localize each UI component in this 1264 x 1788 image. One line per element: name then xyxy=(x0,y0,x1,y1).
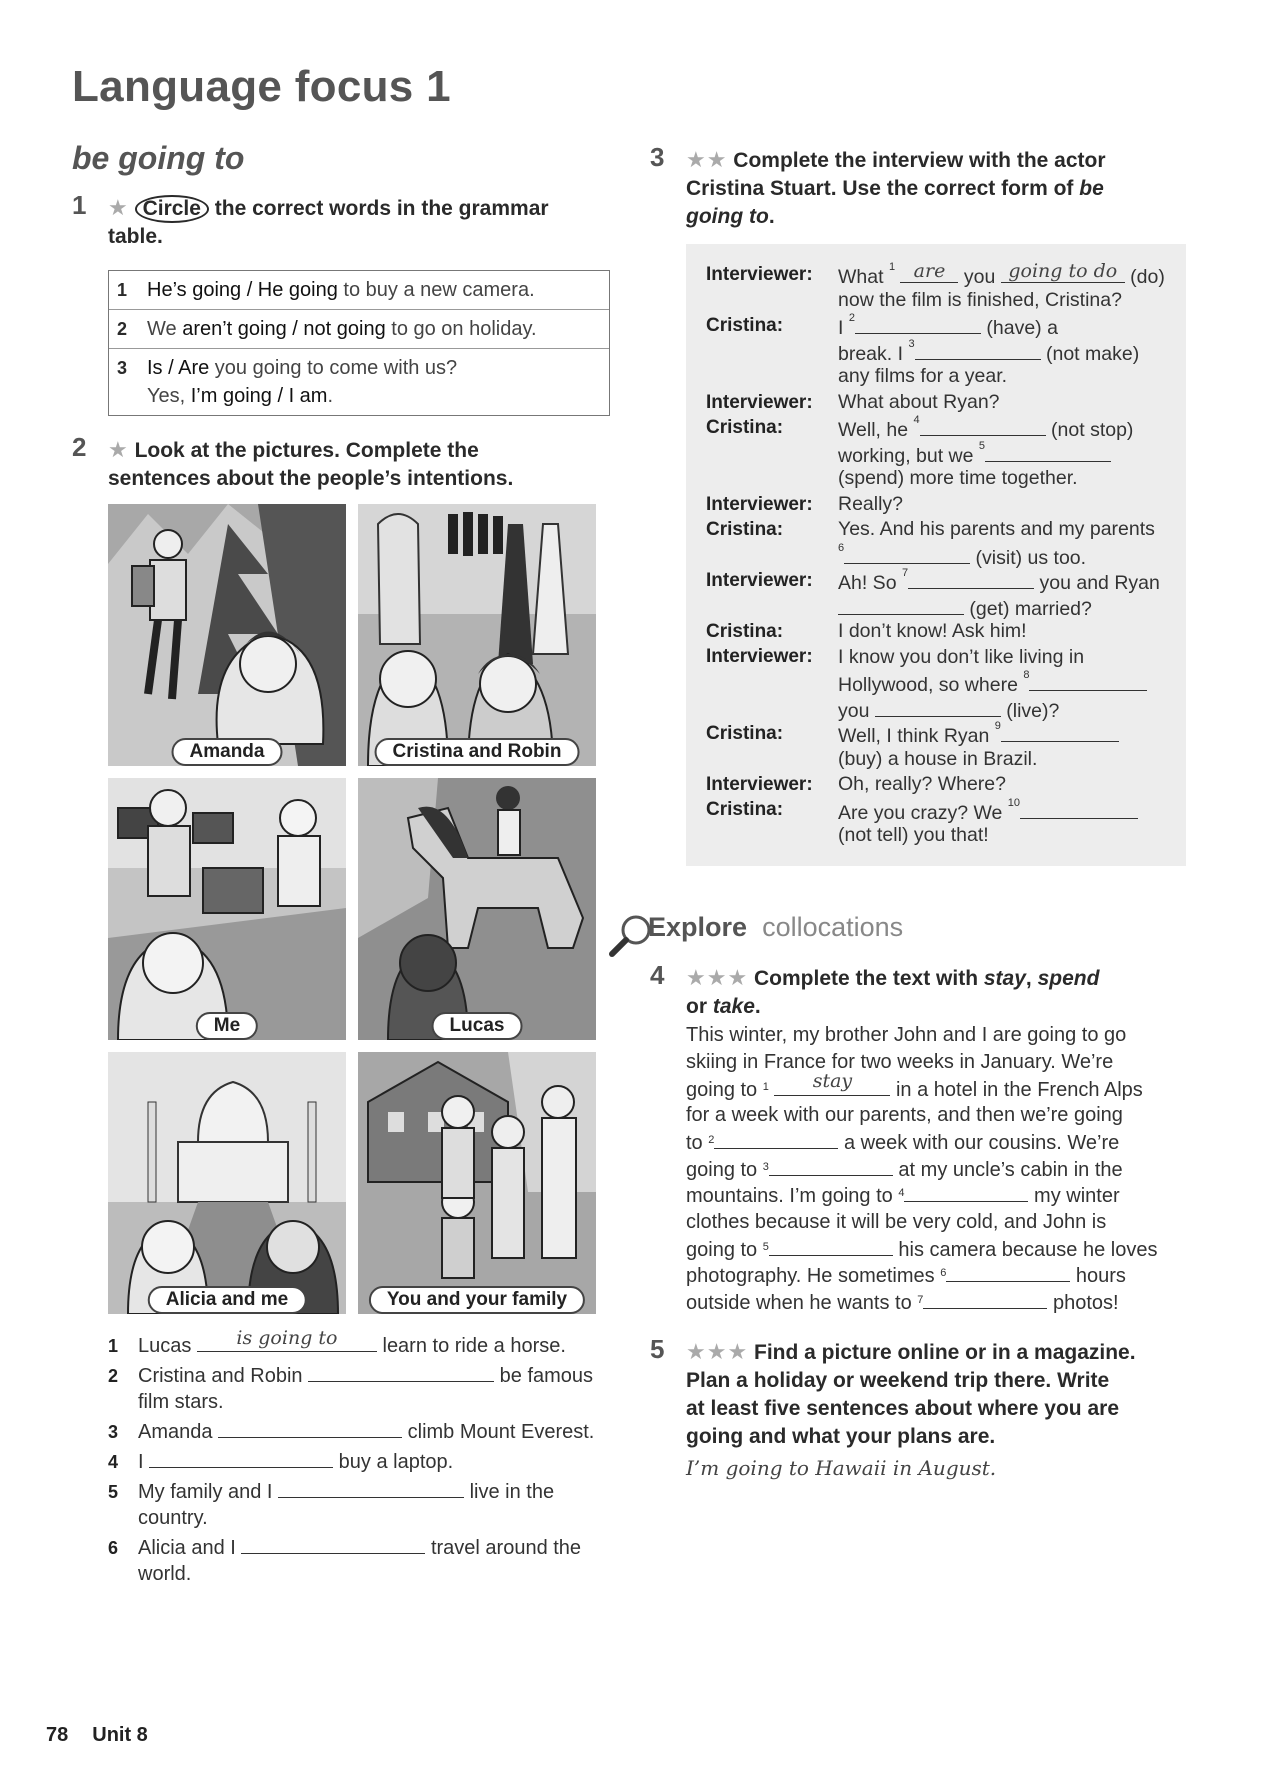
interview-line: Hollywood, so where $^8$ xyxy=(838,671,1178,697)
answer-blank[interactable] xyxy=(1001,260,1125,283)
difficulty-star-icon: ★★ xyxy=(686,147,728,172)
answer-blank[interactable] xyxy=(769,1156,893,1176)
sentence-text: film stars. xyxy=(138,1391,224,1413)
answer-blank[interactable] xyxy=(946,1262,1070,1282)
sentence-text: Lucas xyxy=(138,1335,197,1357)
page-number: 78 xyxy=(46,1724,69,1746)
instruction-text: the correct words in the grammar xyxy=(208,197,549,220)
text-line: going to $^3$ at my uncle’s cabin in the xyxy=(686,1156,1186,1184)
sentence-text: buy a laptop. xyxy=(333,1451,454,1473)
example-sentence: I’m going to Hawaii in August. xyxy=(686,1456,997,1480)
interview-line: I $^2$ (have) a xyxy=(838,312,1058,339)
difficulty-star-icon: ★★★ xyxy=(686,965,749,990)
exercise-1-number: 1 xyxy=(72,190,87,220)
sentence-text: travel around the xyxy=(425,1537,582,1559)
answer-blank[interactable] xyxy=(149,1448,333,1468)
speaker-label: Cristina: xyxy=(706,799,784,820)
text-line: to $^2$ a week with our cousins. We’re xyxy=(686,1129,1186,1157)
instruction-text: be xyxy=(1079,177,1104,200)
row-number: 3 xyxy=(117,358,128,378)
answer-blank[interactable] xyxy=(1001,722,1119,742)
handwritten-answer: is going to xyxy=(236,1327,338,1349)
sentence-6 xyxy=(108,1534,618,1587)
taj-mahal-illustration-icon xyxy=(108,1052,346,1314)
sentence-number: 3 xyxy=(108,1422,119,1442)
row-text: you going to come with us? xyxy=(209,357,458,379)
row-number: 1 xyxy=(117,280,128,300)
instruction-text: or xyxy=(686,995,713,1018)
interview-line: Oh, really? Where? xyxy=(838,773,1006,795)
speaker-label: Interviewer: xyxy=(706,392,813,413)
exercise-1-instruction xyxy=(108,194,628,251)
interview-line: (not tell) you that! xyxy=(838,824,989,846)
answer-blank[interactable] xyxy=(197,1327,377,1352)
interview-box xyxy=(686,244,1186,866)
exercise-2-number: 2 xyxy=(72,432,87,462)
sentence-4 xyxy=(108,1448,618,1475)
grammar-row xyxy=(109,310,609,349)
interview-line: Ah! So $^7$ you and Ryan xyxy=(838,567,1160,594)
hiker-illustration-icon xyxy=(108,504,346,766)
grammar-row xyxy=(109,349,609,415)
interview-line: Are you crazy? We $^{10}$ xyxy=(838,799,1178,825)
grammar-options[interactable]: Is / Are xyxy=(147,357,210,379)
instruction-text: take xyxy=(712,995,755,1018)
answer-blank[interactable] xyxy=(844,544,970,564)
sentence-number: 2 xyxy=(108,1366,119,1386)
answer-blank[interactable] xyxy=(904,1182,1028,1202)
answer-blank[interactable] xyxy=(278,1478,464,1498)
answer-blank[interactable] xyxy=(308,1362,494,1382)
picture-label: Me xyxy=(196,1012,258,1040)
text-line: outside when he wants to $^7$ photos! xyxy=(686,1289,1186,1317)
interview-line: $^6$ (visit) us too. xyxy=(838,542,1087,569)
interview-line: (spend) more time together. xyxy=(838,467,1078,489)
row-text: We xyxy=(147,318,183,340)
text-line: clothes because it will be very cold, and John is xyxy=(686,1211,1107,1233)
row-text: to go on holiday. xyxy=(385,318,537,340)
grammar-row xyxy=(109,271,609,310)
interview-line: I know you don’t like living in xyxy=(838,646,1085,668)
unit-label: Unit 8 xyxy=(92,1724,148,1746)
grammar-options[interactable]: He’s going / He going xyxy=(147,279,338,301)
speaker-label: Interviewer: xyxy=(706,570,813,591)
interview-line: you (live)? xyxy=(838,697,1178,723)
collocations-word: collocations xyxy=(762,912,904,942)
picture-label: Cristina and Robin xyxy=(375,738,580,766)
sentence-number: 1 xyxy=(108,1336,119,1356)
film-stars-illustration-icon xyxy=(358,504,596,766)
instruction-text: at least five sentences about where you are xyxy=(686,1397,1120,1420)
text-line: photography. He sometimes $^6$ hours xyxy=(686,1262,1186,1290)
instruction-text: table. xyxy=(108,225,163,248)
instruction-text: . xyxy=(754,995,761,1018)
picture-amanda xyxy=(108,504,346,766)
exercise-4-number: 4 xyxy=(650,960,665,990)
section-title: be going to xyxy=(72,140,245,176)
interview-line: Well, he $^4$ (not stop) xyxy=(838,414,1134,441)
answer-blank[interactable] xyxy=(774,1070,890,1096)
picture-cristina-and-robin xyxy=(358,504,596,766)
speaker-label: Cristina: xyxy=(706,723,784,744)
explore-heading xyxy=(648,912,903,943)
text-line: going to $^1$ stay in a hotel in the French Alps xyxy=(686,1070,1143,1101)
sentence-text: climb Mount Everest. xyxy=(402,1421,595,1443)
grammar-table xyxy=(108,270,610,416)
picture-label: Amanda xyxy=(172,738,283,766)
instruction-text: Look at the pictures. Complete the xyxy=(128,439,479,462)
text-line: going to $^5$ his camera because he loves xyxy=(686,1236,1186,1264)
instruction-text: Complete the text with xyxy=(748,967,984,990)
answer-blank[interactable] xyxy=(908,569,1034,589)
interview-line: Well, I think Ryan $^9$ xyxy=(838,722,1178,748)
interview-line: Really? xyxy=(838,493,904,515)
answer-blank[interactable] xyxy=(855,314,981,334)
speaker-label: Interviewer: xyxy=(706,646,813,667)
answer-blank[interactable] xyxy=(900,260,958,283)
picture-label: Alicia and me xyxy=(148,1286,307,1314)
speaker-label: Cristina: xyxy=(706,417,784,438)
interview-line: I don’t know! Ask him! xyxy=(838,620,1027,642)
answer-blank[interactable] xyxy=(1020,799,1138,819)
picture-label: Lucas xyxy=(432,1012,523,1040)
instruction-text: Find a picture online or in a magazine. xyxy=(748,1341,1136,1364)
interview-line: break. I $^3$ (not make) xyxy=(838,338,1140,365)
answer-blank[interactable] xyxy=(714,1129,838,1149)
text-line: for a week with our parents, and then we’re going xyxy=(686,1104,1123,1126)
handwritten-answer: stay xyxy=(812,1070,853,1093)
instruction-text: spend xyxy=(1037,967,1100,990)
interview-line: (get) married? xyxy=(838,595,1178,621)
sentence-text: be famous xyxy=(494,1365,594,1387)
instruction-text: Complete the interview with the actor xyxy=(727,149,1106,172)
answer-blank[interactable] xyxy=(915,340,1041,360)
picture-alicia-and-me xyxy=(108,1052,346,1314)
speaker-label: Cristina: xyxy=(706,519,784,540)
row-number: 2 xyxy=(117,319,128,339)
page-title: Language focus 1 xyxy=(72,62,451,111)
sentence-number: 5 xyxy=(108,1482,119,1502)
answer-blank[interactable] xyxy=(923,1289,1047,1309)
answer-blank[interactable] xyxy=(875,697,1001,717)
sentence-number: 6 xyxy=(108,1538,119,1558)
interview-line: any films for a year. xyxy=(838,365,1008,387)
sentence-text: learn to ride a horse. xyxy=(376,1335,566,1357)
picture-you-and-your-family xyxy=(358,1052,596,1314)
exercise-5-instruction xyxy=(686,1338,1226,1451)
interview-line: (buy) a house in Brazil. xyxy=(838,748,1038,770)
text-line: This winter, my brother John and I are going to go xyxy=(686,1024,1127,1046)
picture-lucas xyxy=(358,778,596,1040)
interview-line: working, but we $^5$ xyxy=(838,442,1178,468)
sentence-1 xyxy=(108,1327,618,1359)
sentence-2 xyxy=(108,1362,618,1415)
answer-blank[interactable] xyxy=(985,442,1111,462)
family-house-illustration-icon xyxy=(358,1052,596,1314)
instruction-text: going to xyxy=(686,205,769,228)
handwritten-answer: are xyxy=(913,260,946,282)
magnifier-icon xyxy=(608,914,652,958)
answer-blank[interactable] xyxy=(241,1534,425,1554)
sentence-5 xyxy=(108,1478,618,1531)
difficulty-star-icon: ★ xyxy=(108,195,129,220)
page-footer xyxy=(46,1724,172,1747)
sentence-number: 4 xyxy=(108,1452,119,1472)
instruction-text: Plan a holiday or weekend trip there. Write xyxy=(686,1369,1110,1392)
instruction-text: sentences about the people’s intentions. xyxy=(108,467,514,490)
grammar-options[interactable]: I’m going / I am xyxy=(190,385,328,407)
speaker-label: Cristina: xyxy=(706,621,784,642)
interview-line: What $^1$ are you going to do (do) xyxy=(838,260,1165,288)
instruction-text: . xyxy=(768,205,775,228)
explore-word: Explore xyxy=(648,912,748,942)
row-text: Yes, xyxy=(147,385,191,407)
sentence-text: country. xyxy=(138,1507,208,1529)
exercise-3-number: 3 xyxy=(650,142,665,172)
exercise-2-instruction xyxy=(108,436,628,493)
text-line: skiing in France for two weeks in January. We’re xyxy=(686,1051,1114,1073)
text-line: mountains. I’m going to $^4$ my winter xyxy=(686,1182,1186,1210)
instruction-text: Cristina Stuart. Use the correct form of xyxy=(686,177,1080,200)
interview-line: now the film is finished, Cristina? xyxy=(838,289,1122,311)
instruction-text: going and what your plans are. xyxy=(686,1425,996,1448)
sentence-text: Amanda xyxy=(138,1421,219,1443)
speaker-label: Interviewer: xyxy=(706,494,813,515)
sentence-text: live in the xyxy=(464,1481,555,1503)
sentence-3 xyxy=(108,1418,618,1445)
difficulty-star-icon: ★ xyxy=(108,437,129,462)
answer-blank[interactable] xyxy=(1029,671,1147,691)
interview-line: Yes. And his parents and my parents xyxy=(838,518,1155,540)
interview-line: What about Ryan? xyxy=(838,391,1000,413)
row-text: . xyxy=(327,385,334,407)
sentence-text: My family and I xyxy=(138,1481,279,1503)
instruction-text: stay xyxy=(983,967,1026,990)
exercise-5-number: 5 xyxy=(650,1334,665,1364)
picture-label: You and your family xyxy=(369,1286,585,1314)
sentence-text: I xyxy=(138,1451,150,1473)
speaker-label: Interviewer: xyxy=(706,264,813,285)
sentence-text: Alicia and I xyxy=(138,1537,242,1559)
laptop-shop-illustration-icon xyxy=(108,778,346,1040)
exercise-3-instruction xyxy=(686,146,1206,231)
row-text: to buy a new camera. xyxy=(337,279,535,301)
grammar-options[interactable]: aren’t going / not going xyxy=(182,318,386,340)
handwritten-answer: going to do xyxy=(1008,260,1118,282)
instruction-text: , xyxy=(1025,967,1038,990)
answer-blank[interactable] xyxy=(769,1236,893,1256)
sentence-text: world. xyxy=(138,1563,192,1585)
speaker-label: Cristina: xyxy=(706,315,784,336)
speaker-label: Interviewer: xyxy=(706,774,813,795)
picture-me xyxy=(108,778,346,1040)
answer-blank[interactable] xyxy=(838,595,964,615)
sentence-text: Cristina and Robin xyxy=(138,1365,309,1387)
difficulty-star-icon: ★★★ xyxy=(686,1339,749,1364)
circle-word: Circle xyxy=(135,195,209,223)
answer-blank[interactable] xyxy=(920,416,1046,436)
horse-riding-illustration-icon xyxy=(358,778,596,1040)
answer-blank[interactable] xyxy=(218,1418,402,1438)
exercise-4-instruction xyxy=(686,964,1206,1021)
